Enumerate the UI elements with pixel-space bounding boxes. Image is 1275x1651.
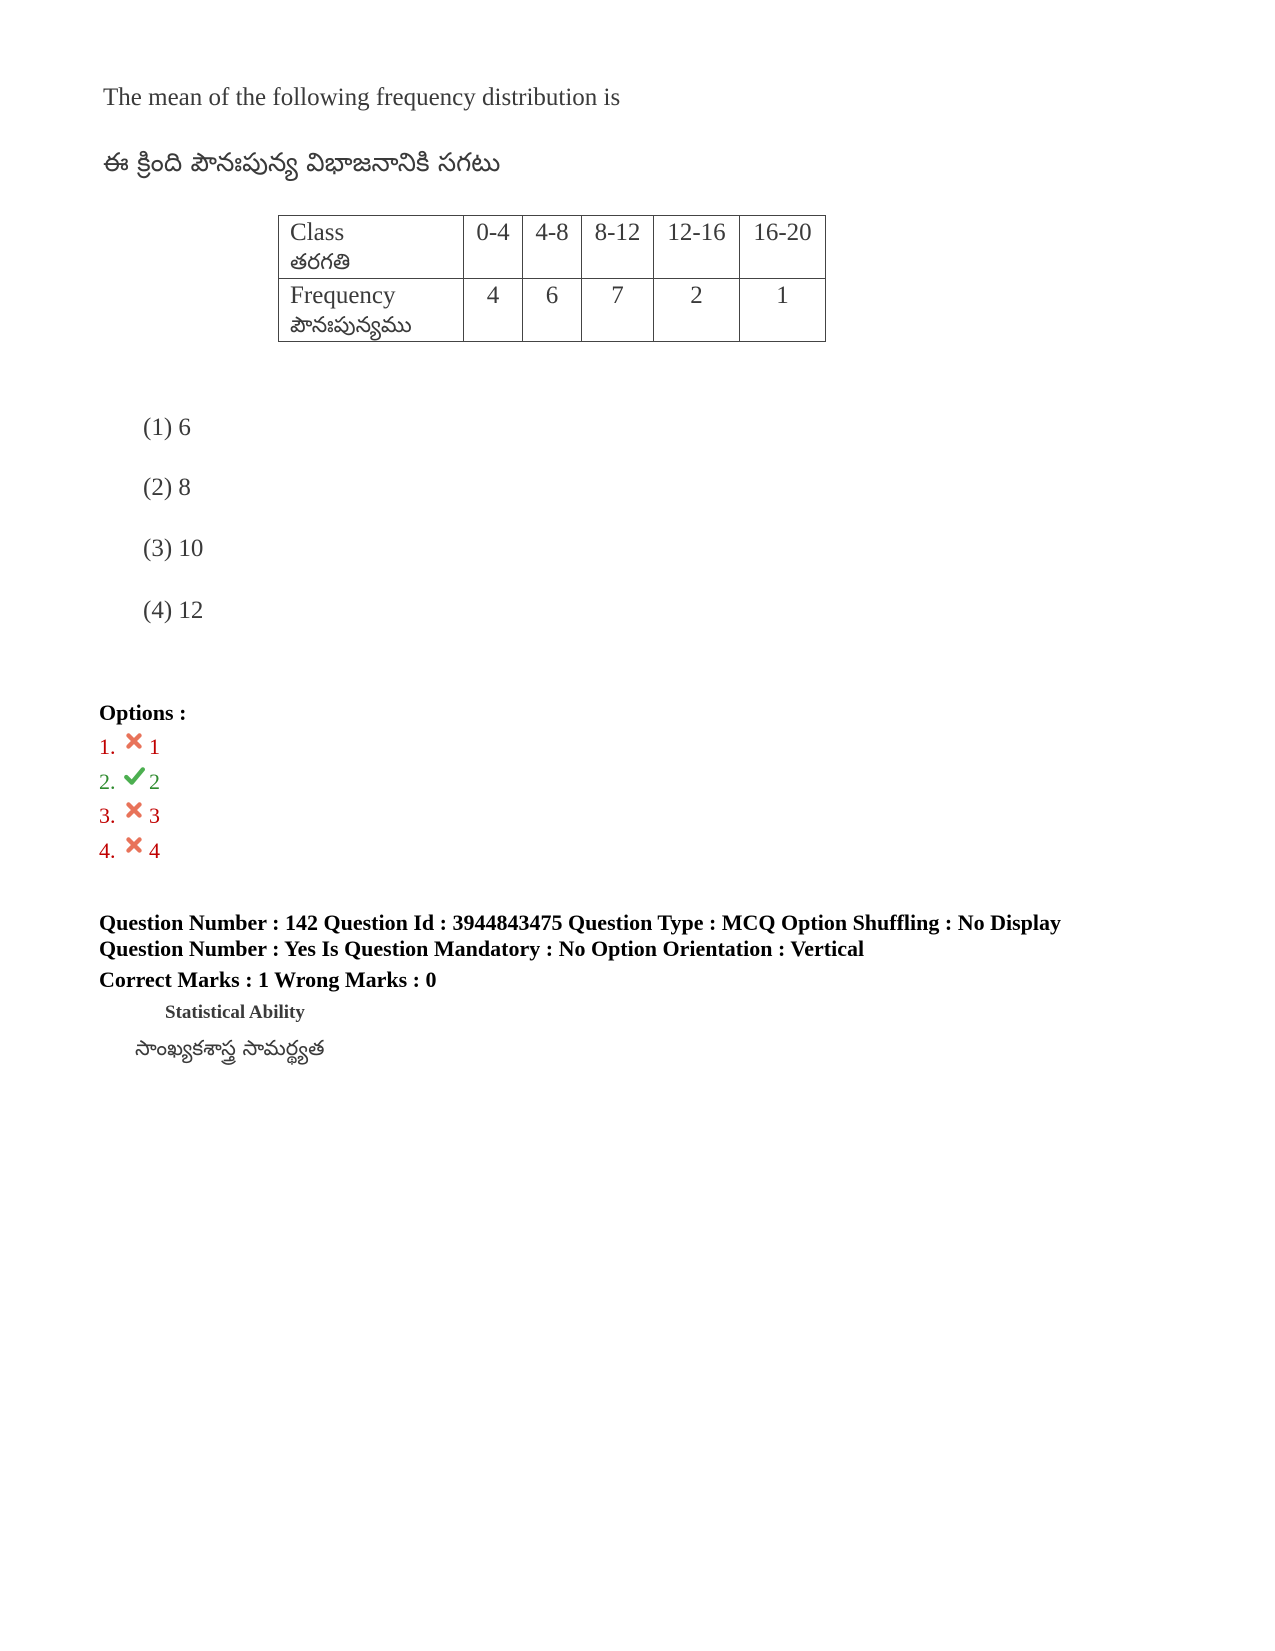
section-title: Statistical Ability — [165, 1002, 305, 1023]
option-item — [99, 803, 160, 829]
question-text: The mean of the following frequency distribution is — [103, 84, 621, 111]
answer-choice — [143, 474, 191, 502]
row-header-en: Class — [290, 219, 345, 246]
table-cell: 2 — [654, 279, 740, 342]
choice-value: 8 — [178, 474, 191, 501]
table-cell: 4-8 — [523, 216, 582, 279]
option-number: 2. — [99, 769, 116, 794]
cross-icon — [123, 799, 145, 821]
section-title-telugu: సాంఖ్యకశాస్త్ర సామర్థ్యత — [135, 1036, 325, 1060]
choice-number: (4) — [143, 597, 173, 624]
option-item — [99, 734, 160, 760]
table-cell: 7 — [582, 279, 654, 342]
table-cell: 4 — [464, 279, 523, 342]
choice-value: 6 — [178, 414, 191, 441]
table-cell: 0-4 — [464, 216, 523, 279]
table-cell: 6 — [523, 279, 582, 342]
row-header-frequency — [279, 279, 464, 342]
check-icon — [123, 765, 145, 787]
option-number: 3. — [99, 803, 116, 828]
answer-choice — [143, 535, 203, 563]
table-cell: 8-12 — [582, 216, 654, 279]
answer-choice — [143, 414, 191, 442]
table-row-frequency — [279, 279, 826, 342]
answer-choice — [143, 597, 203, 625]
table-row-class — [279, 216, 826, 279]
options-heading: Options : — [99, 700, 187, 725]
option-label: 2 — [149, 769, 160, 794]
table-cell: 16-20 — [740, 216, 826, 279]
row-header-te: తరగతి — [290, 250, 351, 275]
choice-value: 10 — [178, 535, 204, 562]
row-header-class — [279, 216, 464, 279]
question-meta-line: Question Number : Yes Is Question Mandatory : No Option Orientation : Vertical — [99, 936, 865, 961]
row-header-en: Frequency — [290, 282, 396, 309]
cross-icon — [123, 730, 145, 752]
table-cell: 1 — [740, 279, 826, 342]
question-text-telugu: ఈ క్రింది పౌనఃపున్య విభాజనానికి సగటు — [103, 148, 501, 178]
table-cell: 12-16 — [654, 216, 740, 279]
option-label: 4 — [149, 838, 160, 863]
option-label: 3 — [149, 803, 160, 828]
question-meta-line: Question Number : 142 Question Id : 3944843475 Question Type : MCQ Option Shuffling : No Display — [99, 910, 1062, 935]
cross-icon — [123, 834, 145, 856]
option-label: 1 — [149, 734, 160, 759]
marks-line: Correct Marks : 1 Wrong Marks : 0 — [99, 967, 437, 992]
choice-number: (3) — [143, 535, 173, 562]
choice-number: (2) — [143, 474, 173, 501]
row-header-te: పౌనఃపున్యము — [290, 313, 412, 338]
option-item — [99, 769, 160, 795]
choice-number: (1) — [143, 414, 173, 441]
option-number: 4. — [99, 838, 116, 863]
option-item — [99, 838, 160, 864]
choice-value: 12 — [178, 597, 204, 624]
option-number: 1. — [99, 734, 116, 759]
frequency-table — [278, 215, 826, 342]
